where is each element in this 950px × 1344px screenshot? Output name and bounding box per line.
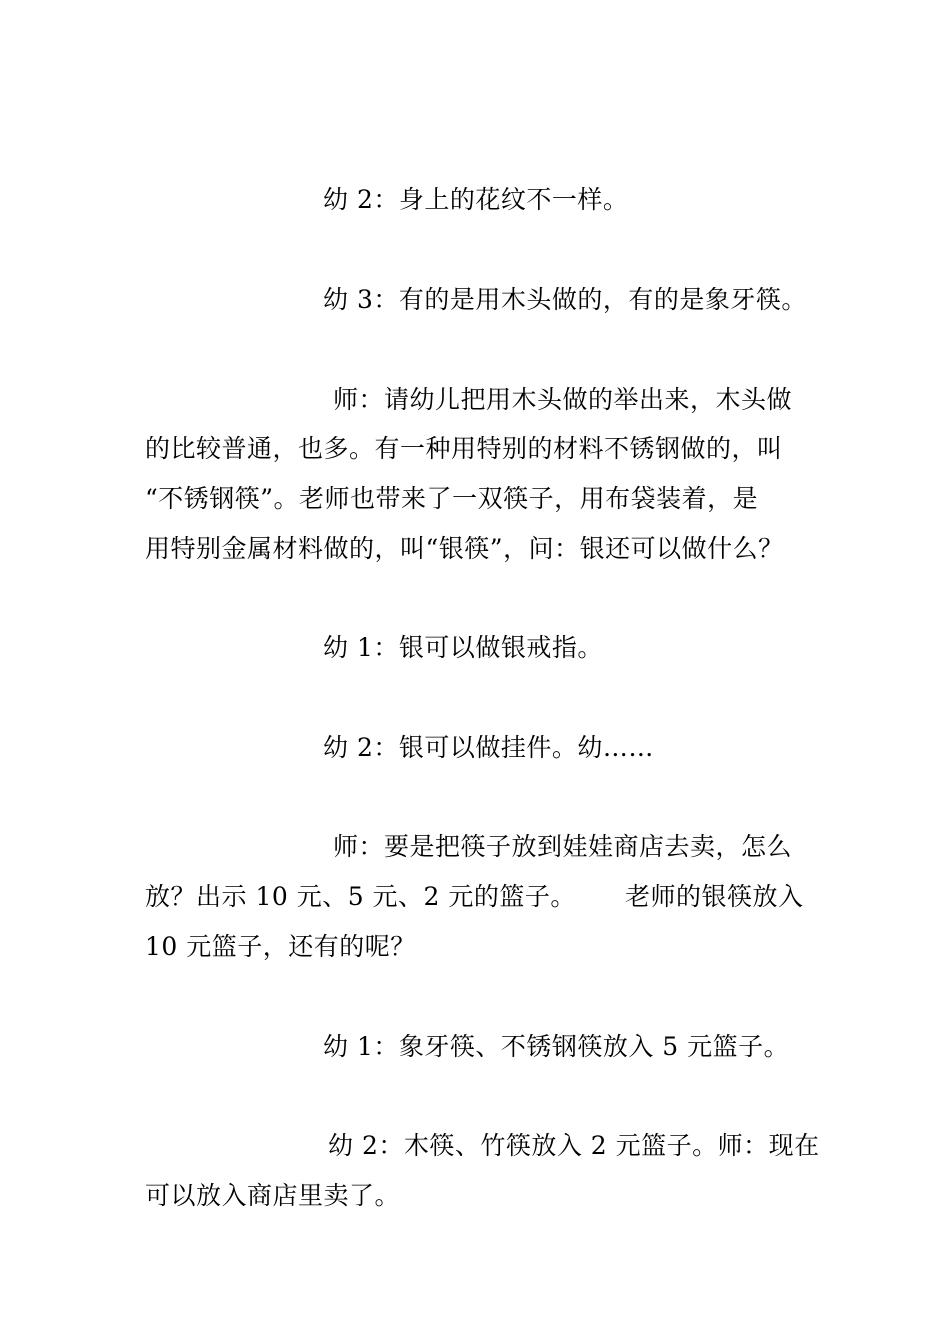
paragraph-line: 老师的银筷放入	[625, 882, 804, 911]
dialogue-line: 师：要是把筷子放到娃娃商店去卖，怎么	[333, 832, 793, 861]
dialogue-line: 幼 1：银可以做银戒指。	[323, 633, 603, 662]
dialogue-line: 师：请幼儿把用木头做的举出来，木头做	[333, 385, 793, 414]
paragraph-line: 可以放入商店里卖了。	[145, 1181, 401, 1210]
dialogue-line: 幼 2：木筷、竹筷放入 2 元篮子。师：现在	[328, 1131, 820, 1160]
paragraph-line: 放？出示 10 元、5 元、2 元的篮子。	[145, 882, 576, 911]
paragraph-line: 用特别金属材料做的，叫“银筷”，问：银还可以做什么？	[145, 534, 784, 563]
paragraph-line: 的比较普通，也多。有一种用特别的材料不锈钢做的，叫	[145, 434, 783, 463]
paragraph-line: 10 元篮子，还有的呢？	[145, 932, 416, 961]
dialogue-line: 幼 2：银可以做挂件。幼……	[323, 733, 654, 762]
dialogue-line: 幼 2：身上的花纹不一样。	[323, 185, 629, 214]
dialogue-line: 幼 1：象牙筷、不锈钢筷放入 5 元篮子。	[323, 1032, 790, 1061]
paragraph-line: “不锈钢筷”。老师也带来了一双筷子，用布袋装着，是	[145, 484, 759, 513]
dialogue-line: 幼 3：有的是用木头做的，有的是象牙筷。	[323, 285, 807, 314]
